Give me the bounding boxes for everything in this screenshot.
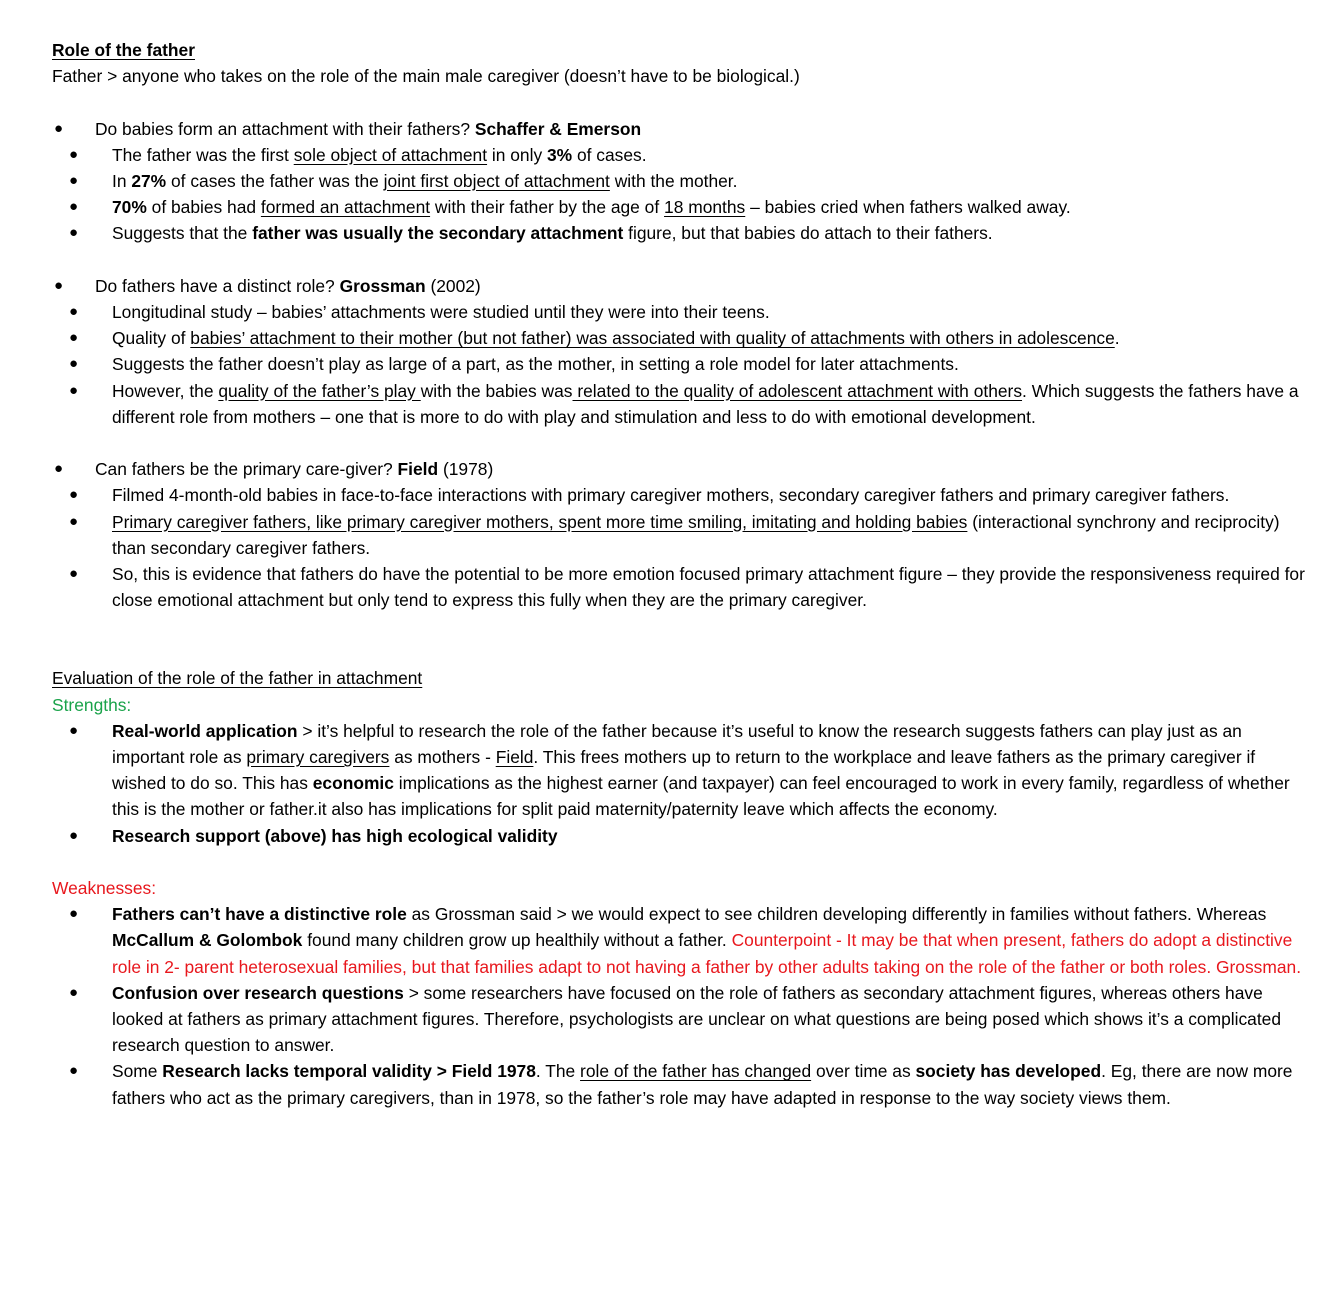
bullet-item [52,378,1310,430]
text-run: Do babies form an attachment with their fathers? [95,118,475,139]
bullet-item [52,456,1310,482]
bullet-icon: ● [69,512,79,530]
text-run: Suggests that the [112,223,253,244]
bullet-icon: ● [69,145,79,163]
text-run: . Which suggests the fathers have a different role from mothers – one that is more to do with play and stimulation and less to do with emotional development. [112,380,1299,427]
bullet-item [52,325,1310,351]
text-run: Weaknesses: [52,878,157,899]
bullet-item [52,901,1310,980]
text-run: . The [535,1061,581,1082]
text-run: implications as the highest earner (and taxpayer) can feel encouraged to work in every family, regardless of whether this is the mother or father.it also has implications for split paid maternity/paternity leave which affects the economy. [112,773,1290,820]
bold-text: 70% [112,197,147,218]
text-run: . [1114,328,1120,349]
spacer [52,247,1310,273]
text-run: The father was the first [112,144,294,165]
bold-text: society has developed [915,1061,1102,1082]
bullet-icon: ● [54,119,64,137]
bullet-icon: ● [69,224,79,242]
bullet-icon: ● [69,381,79,399]
text-run: > it’s helpful to research the role of the father because it’s useful to know the research suggests fathers can play just as an important role as [112,720,1242,768]
bullet-item [52,142,1310,168]
underlined-text: babies’ attachment to their mother (but not father) was associated with quality of attachments with others in adolescence [190,328,1115,349]
text-run: with the mother. [609,171,738,191]
bullet-icon: ● [69,1062,79,1080]
bold-text: 27% [131,171,167,191]
bullet-icon: ● [54,460,64,478]
paragraph [52,665,1310,691]
document-title [52,37,1310,63]
document-body [52,37,1310,1111]
text-run: Suggests the father doesn’t play as large of a part, as the mother, in setting a role model for later attachments. [112,354,959,375]
bullet-item [52,823,1310,849]
underlined-text: 18 months [664,197,746,218]
bullet-icon: ● [69,303,79,320]
underlined-text: formed an attachment [260,197,431,218]
bullet-item [52,718,1310,823]
text-run: as Grossman said > we would expect to see children developing differently in families without fathers. Whereas [406,904,1267,925]
bullet-icon: ● [69,565,79,583]
paragraph [52,875,1310,901]
underlined-text: sole object of attachment [293,144,488,165]
bullet-item [52,980,1310,1059]
bullet-icon: ● [69,983,79,1001]
text-run: > some researchers have focused on the role of fathers as secondary attachment figures, whereas others have looked at fathers as primary attachment figures. Therefore, psychologists are unclear on what questions are being posed which shows it’s a complicated research question to answer. [112,982,1282,1056]
underlined-text: Primary caregiver fathers, like primary caregiver mothers, spent more time smiling, imitating and holding babies [112,511,968,532]
spacer [52,849,1310,875]
underlined-text: quality of the father’s play [218,380,421,401]
bold-text: Confusion over research questions [112,982,404,1003]
text-run: (2002) [425,275,481,296]
text-run: with the babies was [420,380,573,401]
text-run: – babies cried when fathers walked away. [745,197,1071,218]
underlined-text: primary caregivers [246,747,390,768]
underlined-text: Evaluation of the role of the father in attachment [52,668,423,689]
text-run: In [112,171,132,191]
text-run: with their father by the age of [430,197,665,218]
text-run: . This frees mothers up to return to the workplace and leave fathers as the primary caregiver if wished to do so. This has [112,747,1256,794]
underlined-text: joint first object of attachment [383,171,610,191]
bold-text: Research lacks temporal validity > Field 1978 [162,1061,536,1082]
spacer [52,89,1310,115]
bullet-item [52,194,1310,220]
bold-text: McCallum & Golombok [112,930,303,951]
bold-text: Grossman [339,275,426,296]
text-run: Can fathers be the primary care-giver? [95,459,398,480]
underlined-text: related to the quality of adolescent attachment with others [572,380,1023,401]
bullet-item [52,116,1310,142]
text-run: (1978) [438,459,494,480]
text-run: over time as [811,1061,916,1082]
text-run: Some [112,1061,163,1082]
text-run: of cases the father was the [166,171,384,191]
bullet-item [52,168,1310,194]
bullet-icon: ● [69,905,79,923]
bullet-icon: ● [69,172,79,189]
bullet-item [52,351,1310,377]
spacer [52,613,1310,665]
text-run: Father > anyone who takes on the role of the main male caregiver (doesn’t have to be biological.) [52,66,800,87]
bullet-item [52,220,1310,246]
bold-text: economic [312,773,394,794]
bullet-icon: ● [69,721,79,739]
bold-text: Real-world application [112,720,298,741]
bullet-item [52,299,1310,325]
text-run: found many children grow up healthily without a father. [302,930,732,951]
text-run: Quality of [112,328,191,349]
spacer [52,430,1310,456]
bullet-icon: ● [69,198,79,216]
text-run: Longitudinal study – babies’ attachments were studied until they were into their teens. [112,302,770,322]
bullet-item [52,561,1310,613]
bold-text: Schaffer & Emerson [474,118,642,139]
bullet-icon: ● [69,826,79,844]
text-run: Counterpoint - It may be that when present, fathers do adopt a distinctive role in 2- parent heterosexual families, but that families adapt to not having a father by other adults taking on the role of the father or both roles. Grossman. [112,930,1302,977]
text-run: figure, but that babies do attach to their fathers. [623,223,993,244]
text-run: as mothers - [389,747,496,768]
bullet-item [52,509,1310,561]
bold-text: Research support (above) has high ecological validity [112,825,558,846]
text-run: of babies had [146,197,261,218]
bullet-icon: ● [69,355,79,373]
text-run: Filmed 4-month-old babies in face-to-face interactions with primary caregiver mothers, secondary caregiver fathers and primary caregiver fathers. [112,485,1230,506]
text-run: Strengths: [52,694,132,715]
text-run: in only [487,144,547,165]
text-run: So, this is evidence that fathers do have the potential to be more emotion focused primary attachment figure – they provide the responsiveness required for close emotional attachment but only tend to express this fully when they are the primary caregiver. [112,564,1305,611]
bold-text: Role of the father [52,40,195,60]
bullet-item [52,273,1310,299]
bullet-item [52,1058,1310,1110]
underlined-text: Field [495,747,534,768]
bullet-icon: ● [69,486,79,504]
text-run: . Eg, there are now more fathers who act as the primary caregivers, than in 1978, so the father’s role may have adapted in response to the way society views them. [112,1061,1293,1108]
bullet-icon: ● [69,329,79,347]
text-run: of cases. [572,144,647,165]
bullet-item [52,482,1310,508]
bold-text: Fathers can’t have a distinctive role [112,904,407,925]
underlined-text: role of the father has changed [580,1061,812,1082]
paragraph [52,63,1310,89]
text-run: Do fathers have a distinct role? [95,275,340,296]
bullet-icon: ● [54,276,64,294]
bold-text: 3% [547,144,573,165]
bold-text: father was usually the secondary attachment [252,223,624,244]
text-run: However, the [112,380,219,401]
text-run: (interactional synchrony and reciprocity) than secondary caregiver fathers. [112,511,1280,558]
bold-text: Field [397,459,439,480]
paragraph [52,692,1310,718]
